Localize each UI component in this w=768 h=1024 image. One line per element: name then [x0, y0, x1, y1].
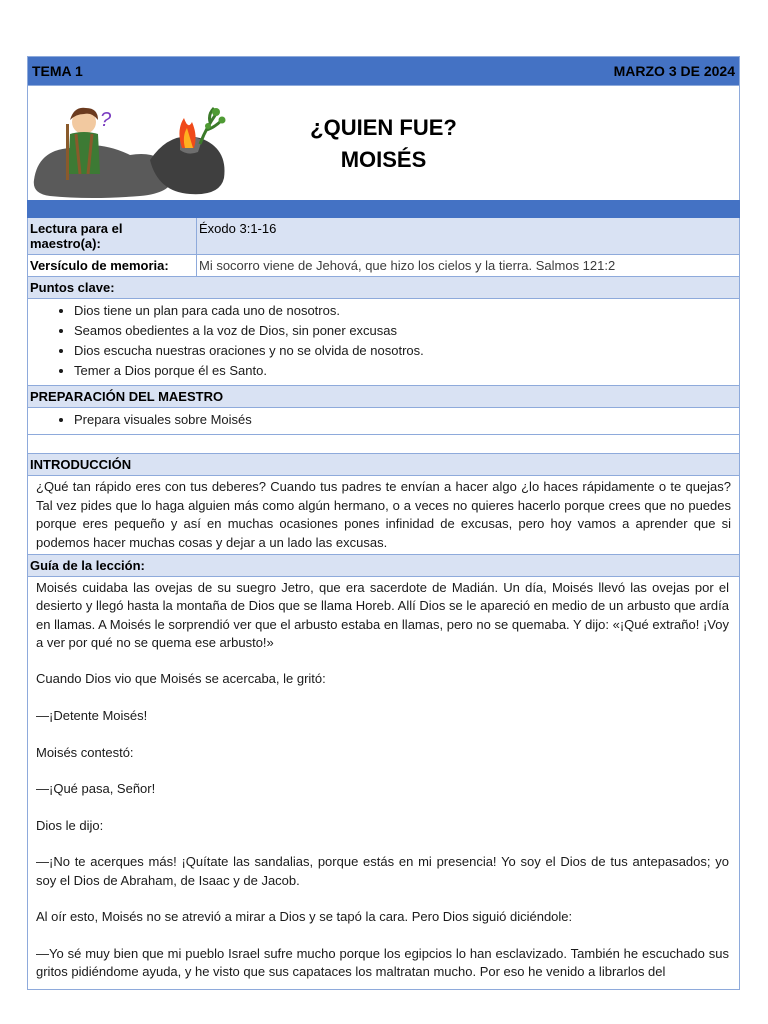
- spacer: [27, 434, 740, 453]
- question-mark-icon: ?: [100, 109, 112, 131]
- moses-burning-bush-illustration: [30, 100, 228, 200]
- memory-verse-row: [27, 255, 740, 277]
- title-box: [27, 86, 740, 200]
- lesson-paragraph: —¡Detente Moisés!: [36, 708, 148, 724]
- introduction-text: ¿Qué tan rápido eres con tus deberes? Cuando tus padres te envían a hacer algo ¿lo haces rápidamente o te quejas? Tal vez pides que lo haga alguien más como algún hermano, o a veces no quieres hacerlo porque crees que no puedes porque eres pequeño y así en muchas ocasiones pones infinidad de excusas, pero hoy vamos a aprender que si podemos hacer muchas cosas y dejar a un lado las excusas.: [27, 476, 740, 555]
- memory-verse-label: Versículo de memoria:: [30, 258, 169, 273]
- lesson-document: [27, 56, 740, 990]
- lesson-paragraph: Cuando Dios vio que Moisés se acercaba, le gritó:: [36, 671, 326, 687]
- lesson-paragraph: —¡Qué pasa, Señor!: [36, 781, 156, 797]
- lesson-paragraph: Moisés cuidaba las ovejas de su suegro Jetro, que era sacerdote de Madián. Un día, Moisés llevó las ovejas por el desierto y llegó hasta la montaña de Dios que se llama Horeb. Allí Dios se le apareció en medio de un arbusto que ardía en llamas. A Moisés le sorprendió ver que el arbusto estaba en llamas, pero no se quemaba. Y dijo: «¡Qué extraño! ¡Voy a ver por qué no se quema ese arbusto!»: [36, 580, 729, 650]
- key-points-list: [27, 299, 740, 386]
- lesson-paragraph: —Yo sé muy bien que mi pueblo Israel sufre mucho porque los egipcios lo han esclavizado. También he escuchado sus gritos pidiéndome ayuda, y he visto que sus capataces los maltratan mucho. Por eso he venido a librarlos del: [36, 945, 729, 980]
- topic-label: TEMA 1: [32, 63, 83, 79]
- preparation-list: [27, 408, 740, 434]
- reading-value: Éxodo 3:1-16: [196, 218, 739, 254]
- lesson-body: [27, 577, 740, 990]
- preparation-heading: PREPARACIÓN DEL MAESTRO: [27, 386, 740, 408]
- lesson-paragraph: Al oír esto, Moisés no se atrevió a mirar a Dios y se tapó la cara. Pero Dios siguió diciéndole:: [36, 909, 573, 925]
- list-item: • Prepara visuales sobre Moisés: [74, 410, 739, 430]
- lesson-heading: Guía de la lección:: [27, 555, 740, 577]
- reading-label: Lectura para el maestro(a):: [30, 221, 123, 251]
- list-item: • Dios escucha nuestras oraciones y no se olvida de nosotros.: [74, 341, 739, 361]
- date-label: MARZO 3 DE 2024: [613, 63, 735, 79]
- title-line-1: ¿QUIEN FUE?: [310, 115, 457, 140]
- list-item: • Dios tiene un plan para cada uno de nosotros.: [74, 301, 739, 321]
- page-title: [228, 112, 539, 176]
- introduction-heading: INTRODUCCIÓN: [27, 453, 740, 476]
- lesson-paragraph: Dios le dijo:: [36, 817, 104, 833]
- memory-verse-value: Mi socorro viene de Jehová, que hizo los cielos y la tierra. Salmos 121:2: [196, 255, 739, 276]
- header-bar: [27, 56, 740, 86]
- reading-row: [27, 218, 740, 255]
- list-item: • Temer a Dios porque él es Santo.: [74, 361, 739, 381]
- key-points-heading: Puntos clave:: [27, 277, 740, 299]
- title-line-2: MOISÉS: [340, 147, 427, 172]
- blue-divider: [27, 200, 740, 218]
- lesson-paragraph: Moisés contestó:: [36, 744, 134, 760]
- list-item: • Seamos obedientes a la voz de Dios, sin poner excusas: [74, 321, 739, 341]
- lesson-paragraph: —¡No te acerques más! ¡Quítate las sandalias, porque estás en mi presencia! Yo soy el Dios de tus antepasados; yo soy el Dios de Abraham, de Isaac y de Jacob.: [36, 854, 729, 888]
